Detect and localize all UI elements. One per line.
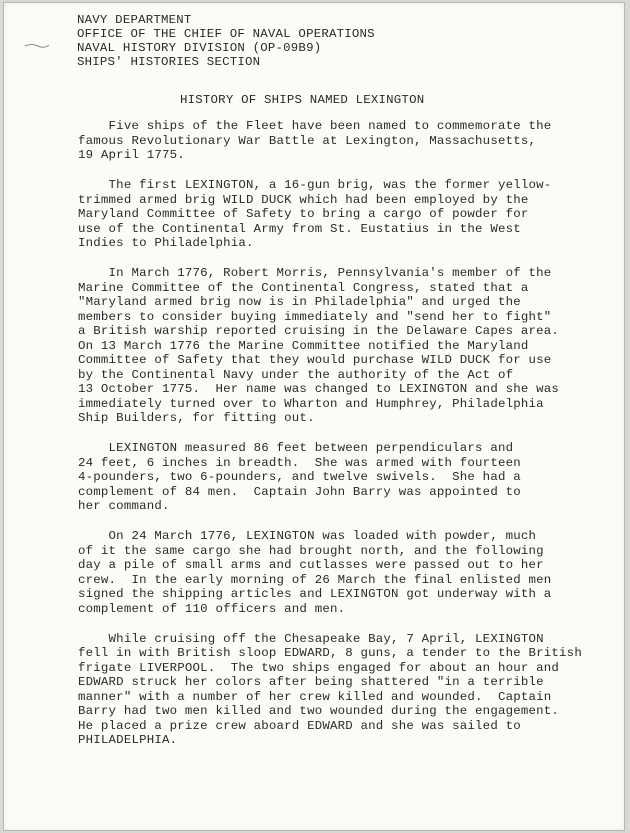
text-line: manner" with a number of her crew killed and wounded. Captain [78,689,552,704]
text-line: frigate LIVERPOOL. The two ships engaged for about an hour and [78,660,560,675]
text-line: 19 April 1775. [78,148,185,162]
letterhead-line: SHIPS' HISTORIES SECTION [77,55,261,69]
text-line: PHILADELPHIA. [78,733,178,747]
text-line: The first LEXINGTON, a 16-gun brig, was the former yellow- [78,178,552,192]
text-line: Barry had two men killed and two wounded during the engagement. [78,704,560,718]
paragraph [78,266,614,426]
letterhead-line: OFFICE OF THE CHIEF OF NAVAL OPERATIONS [77,27,375,41]
document-title: HISTORY OF SHIPS NAMED LEXINGTON [180,93,425,107]
text-line: 13 October 1775. Her name was changed to LEXINGTON and she was [78,382,560,396]
text-line: signed the shipping articles and LEXINGTON got underway with a [78,587,552,601]
text-line: 24 feet, 6 inches in breadth. She was armed with fourteen [78,455,521,470]
text-line: He placed a prize crew aboard EDWARD and she was sailed to [78,718,521,733]
text-line: On 13 March 1776 the Marine Committee notified the Maryland [78,338,529,353]
text-line: a British warship reported cruising in the Delaware Capes area. [78,324,560,338]
text-line: famous Revolutionary War Battle at Lexington, Massachusetts, [78,133,537,148]
text-line: complement of 110 officers and men. [78,601,346,616]
text-line: "Maryland armed brig now is in Philadelphia" and urged the [78,295,521,309]
letterhead [77,13,375,69]
text-line: On 24 March 1776, LEXINGTON was loaded with powder, much [78,529,537,543]
text-line: her command. [78,499,170,513]
letterhead-line: NAVAL HISTORY DIVISION (OP-09B9) [77,41,322,55]
text-line: members to consider buying immediately and "send her to fight" [78,309,552,324]
text-line: While cruising off the Chesapeake Bay, 7 April, LEXINGTON [78,631,544,646]
pencil-mark [24,40,50,50]
text-line: immediately turned over to Wharton and Humphrey, Philadelphia [78,396,544,411]
text-line: day a pile of small arms and cutlasses were passed out to her [78,558,544,572]
text-line: by the Continental Navy under the authority of the Act of [78,367,514,382]
text-line: Indies to Philadelphia. [78,236,254,250]
text-line: Five ships of the Fleet have been named to commemorate the [78,119,552,133]
text-line: LEXINGTON measured 86 feet between perpendiculars and [78,441,514,455]
text-line: Maryland Committee of Safety to bring a cargo of powder for [78,207,529,221]
text-line: of it the same cargo she had brought north, and the following [78,543,544,558]
text-line: 4-pounders, two 6-pounders, and twelve swivels. She had a [78,470,521,484]
text-line: crew. In the early morning of 26 March the final enlisted men [78,572,552,587]
paragraph [78,632,614,748]
text-line: Marine Committee of the Continental Congress, stated that a [78,280,529,295]
text-line: use of the Continental Army from St. Eustatius in the West [78,221,521,236]
text-line: In March 1776, Robert Morris, Pennsylvania's member of the [78,266,552,280]
text-line: complement of 84 men. Captain John Barry was appointed to [78,484,521,499]
document-page [3,2,625,831]
text-line: trimmed armed brig WILD DUCK which had been employed by the [78,192,529,207]
text-line: fell in with British sloop EDWARD, 8 guns, a tender to the British [78,646,582,660]
paragraph [78,119,614,163]
text-line: Committee of Safety that they would purchase WILD DUCK for use [78,353,552,367]
letterhead-line: NAVY DEPARTMENT [77,13,192,27]
paragraph [78,441,614,514]
paragraph [78,529,614,616]
text-line: EDWARD struck her colors after being shattered "in a terrible [78,675,544,689]
paragraph [78,178,614,251]
text-line: Ship Builders, for fitting out. [78,411,315,425]
document-body [78,119,614,763]
